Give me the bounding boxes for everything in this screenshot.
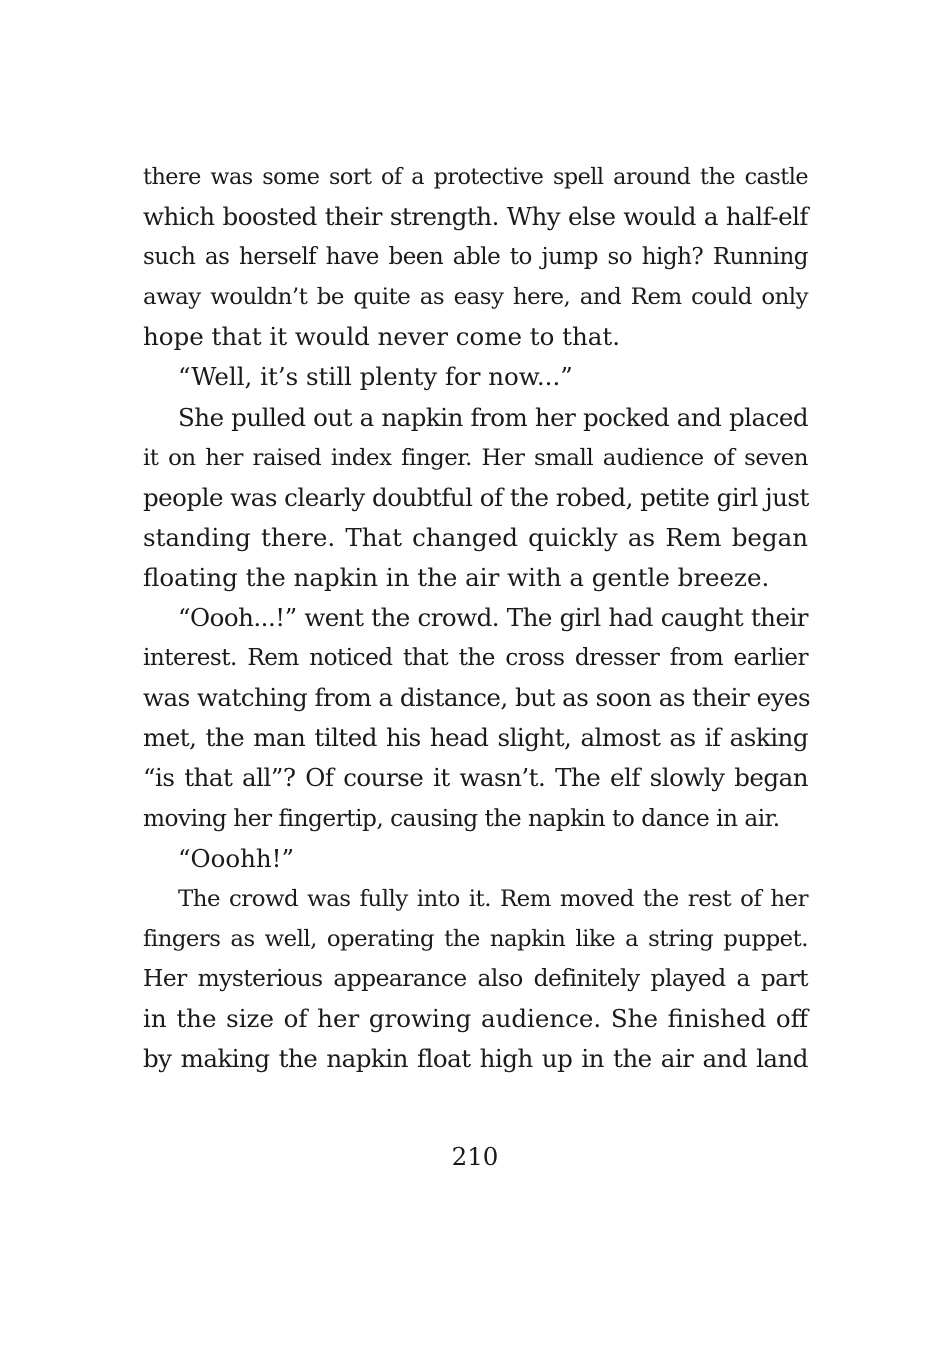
text-line: Her mysterious appearance also definitely played a part: [143, 964, 808, 992]
text-line: there was some sort of a protective spell around the castle: [143, 164, 808, 190]
text-line: people was clearly doubtful of the robed, petite girl just: [143, 482, 809, 512]
text-line: by making the napkin float high up in the air and land: [143, 1044, 808, 1074]
text-line: “Oooh...!” went the crowd. The girl had caught their: [178, 603, 808, 633]
body-text: [143, 157, 811, 1079]
text-line: fingers as well, operating the napkin like a string puppet.: [143, 925, 808, 952]
text-line: away wouldn’t be quite as easy here, and Rem could only: [143, 284, 808, 311]
text-line: was watching from a distance, but as soon as their eyes: [143, 683, 811, 713]
text-line: moving her fingertip, causing the napkin to dance in air.: [143, 804, 780, 832]
text-line: “Well, it’s still plenty for now...”: [178, 362, 573, 392]
text-line: “Ooohh!”: [178, 843, 295, 873]
text-line: in the size of her growing audience. She finished off: [143, 1003, 808, 1033]
text-line: interest. Rem noticed that the cross dresser from earlier: [143, 645, 808, 672]
text-line: floating the napkin in the air with a gentle breeze.: [143, 562, 770, 592]
text-line: “is that all”? Of course it wasn’t. The elf slowly began: [143, 763, 808, 793]
page-number: 210: [451, 1142, 499, 1171]
text-line: it on her raised index finger. Her small audience of seven: [143, 444, 808, 471]
text-line: standing there. That changed quickly as Rem began: [143, 522, 808, 552]
text-line: hope that it would never come to that.: [143, 322, 620, 352]
text-line: which boosted their strength. Why else would a half-elf: [143, 202, 808, 232]
text-line: such as herself have been able to jump so high? Running: [143, 244, 808, 271]
text-line: She pulled out a napkin from her pocked and placed: [178, 402, 808, 432]
text-line: The crowd was fully into it. Rem moved the rest of her: [178, 885, 808, 912]
text-line: met, the man tilted his head slight, almost as if asking: [143, 723, 808, 753]
